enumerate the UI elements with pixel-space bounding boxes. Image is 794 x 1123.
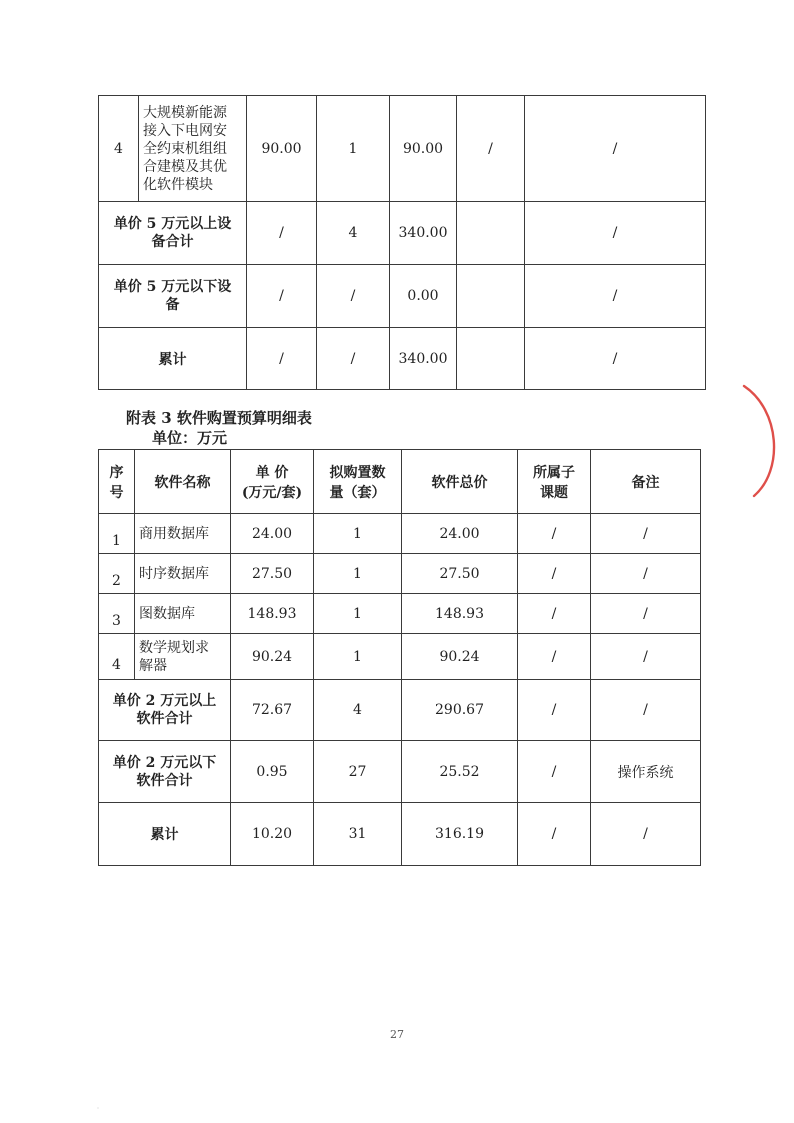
subproject: / [518,741,591,803]
unit-price: 10.20 [231,803,314,866]
unit-price: 90.24 [231,634,314,680]
table-row [99,265,706,328]
row-number: 2 [99,554,135,594]
table-caption: 附表 3 软件购置预算明细表 [126,409,312,427]
table-row [99,96,706,202]
total-price: 340.00 [390,202,457,265]
total-price: 90.00 [390,96,457,202]
quantity: / [317,328,390,390]
subproject: / [518,594,591,634]
quantity: 1 [314,594,402,634]
note: / [591,594,701,634]
unit-label: 单位：万元 [152,429,228,447]
subproject: / [518,680,591,741]
page-number: 27 [390,1028,404,1041]
total-price: 0.00 [390,265,457,328]
header-row [99,450,701,514]
table-row [99,554,701,594]
note: / [525,328,706,390]
header-unit-price: 单 价 (万元/套) [231,450,314,514]
quantity: 31 [314,803,402,866]
unit-price: / [247,328,317,390]
table-row [99,741,701,803]
total-price: 27.50 [402,554,518,594]
subtotal-label: 单价 2 万元以下 软件合计 [99,741,231,803]
subproject: / [518,634,591,680]
unit-price: 148.93 [231,594,314,634]
note: / [591,680,701,741]
cumulative-label: 累计 [99,803,231,866]
total-price: 148.93 [402,594,518,634]
table-row [99,328,706,390]
note: / [591,803,701,866]
subproject: / [518,514,591,554]
unit-price: 90.00 [247,96,317,202]
quantity: / [317,265,390,328]
table-row [99,803,701,866]
table-row [99,202,706,265]
total-price: 340.00 [390,328,457,390]
quantity: 1 [314,514,402,554]
software-name: 时序数据库 [135,554,231,594]
table-row [99,594,701,634]
row-number: 3 [99,594,135,634]
note: / [525,265,706,328]
header-quantity: 拟购置数 量（套） [314,450,402,514]
total-price: 25.52 [402,741,518,803]
total-price: 24.00 [402,514,518,554]
subproject [457,265,525,328]
table-row [99,514,701,554]
note: / [591,554,701,594]
unit-price: 27.50 [231,554,314,594]
subproject [457,328,525,390]
quantity: 1 [314,554,402,594]
unit-price: / [247,265,317,328]
total-price: 290.67 [402,680,518,741]
quantity: 4 [317,202,390,265]
quantity: 27 [314,741,402,803]
software-name: 商用数据库 [135,514,231,554]
quantity: 1 [317,96,390,202]
equipment-table [98,95,706,390]
note: / [525,202,706,265]
unit-price: 0.95 [231,741,314,803]
header-note: 备注 [591,450,701,514]
subproject: / [457,96,525,202]
subproject: / [518,803,591,866]
row-number: 1 [99,514,135,554]
software-name: 图数据库 [135,594,231,634]
software-name: 数学规划求 解器 [135,634,231,680]
subtotal-label: 单价 2 万元以上 软件合计 [99,680,231,741]
total-price: 90.24 [402,634,518,680]
header-subproject: 所属子 课题 [518,450,591,514]
software-table [98,449,701,866]
header-total: 软件总价 [402,450,518,514]
subtotal-label: 单价 5 万元以下设 备 [99,265,247,328]
cumulative-label: 累计 [99,328,247,390]
note: 操作系统 [591,741,701,803]
row-number: 4 [99,96,139,202]
table-row [99,634,701,680]
scan-speck: ˙ [96,1107,100,1116]
note: / [591,514,701,554]
unit-price: 72.67 [231,680,314,741]
note: / [525,96,706,202]
quantity: 1 [314,634,402,680]
note: / [591,634,701,680]
total-price: 316.19 [402,803,518,866]
header-no: 序 号 [99,450,135,514]
table-row [99,680,701,741]
subproject [457,202,525,265]
unit-price: / [247,202,317,265]
unit-price: 24.00 [231,514,314,554]
subtotal-label: 单价 5 万元以上设 备合计 [99,202,247,265]
item-name: 大规模新能源 接入下电网安 全约束机组组 合建模及其优 化软件模块 [139,96,247,202]
header-name: 软件名称 [135,450,231,514]
row-number: 4 [99,634,135,680]
subproject: / [518,554,591,594]
quantity: 4 [314,680,402,741]
seal-stamp-edge [740,380,794,500]
